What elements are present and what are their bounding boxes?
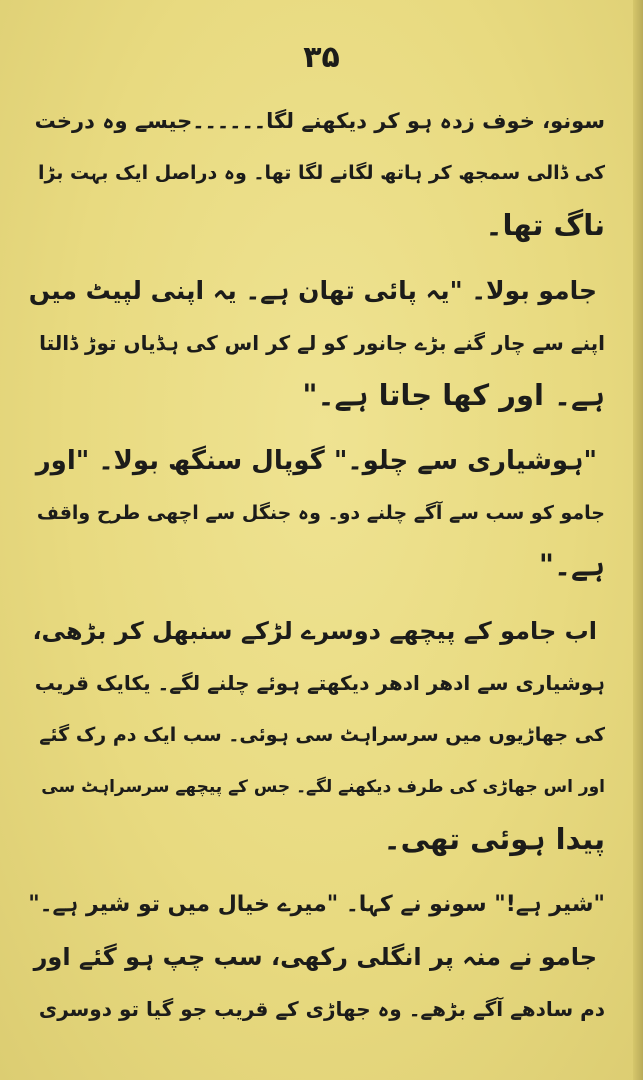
text-line-15: "شیر ہے!" سونو نے کہا۔ "میرے خیال میں تو شیر ہے۔" (28, 892, 605, 917)
text-line-14: پیدا ہوئی تھی۔ (383, 822, 605, 856)
page-number: ۳۵ (303, 40, 340, 75)
text-line-2: کی ڈالی سمجھ کر ہاتھ لگانے لگا تھا۔ وہ دراصل ایک بہت بڑا (37, 162, 605, 184)
page-edge (633, 0, 643, 1080)
text-line-7: "ہوشیاری سے چلو۔" گوپال سنگھ بولا۔ "اور (35, 446, 597, 476)
text-line-5: اپنے سے چار گنے بڑے جانور کو لے کر اس کی ہڈیاں توڑ ڈالتا (39, 331, 605, 355)
text-line-3: ناگ تھا۔ (485, 208, 605, 242)
text-line-8: جامو کو سب سے آگے چلنے دو۔ وہ جنگل سے اچھی طرح واقف (36, 502, 605, 524)
text-line-13: اور اس جھاڑی کی طرف دیکھنے لگے۔ جس کے پیچھے سرسراہٹ سی (41, 777, 605, 797)
text-line-10: اب جامو کے پیچھے دوسرے لڑکے سنبھل کر بڑھی، (32, 617, 597, 645)
text-line-12: کی جھاڑیوں میں سرسراہٹ سی ہوئی۔ سب ایک دم رک گئے (39, 724, 605, 746)
text-line-6: ہے۔ اور کھا جاتا ہے۔" (302, 378, 605, 412)
text-line-4: جامو بولا۔ "یہ پائی تھان ہے۔ یہ اپنی لپیٹ میں (28, 276, 597, 305)
body-text (20, 95, 605, 1035)
text-line-16: جامو نے منہ پر انگلی رکھی، سب چپ ہو گئے اور (33, 943, 597, 971)
text-line-9: ہے۔" (538, 548, 605, 582)
text-line-11: ہوشیاری سے ادھر ادھر دیکھتے ہوئے چلنے لگے۔ یکایک قریب (34, 671, 605, 695)
text-line-17: دم سادھے آگے بڑھے۔ وہ جھاڑی کے قریب جو گیا تو دوسری (38, 997, 605, 1021)
text-line-1: سونو، خوف زدہ ہو کر دیکھنے لگا۔۔۔۔۔۔جیسے وہ درخت (34, 109, 605, 133)
